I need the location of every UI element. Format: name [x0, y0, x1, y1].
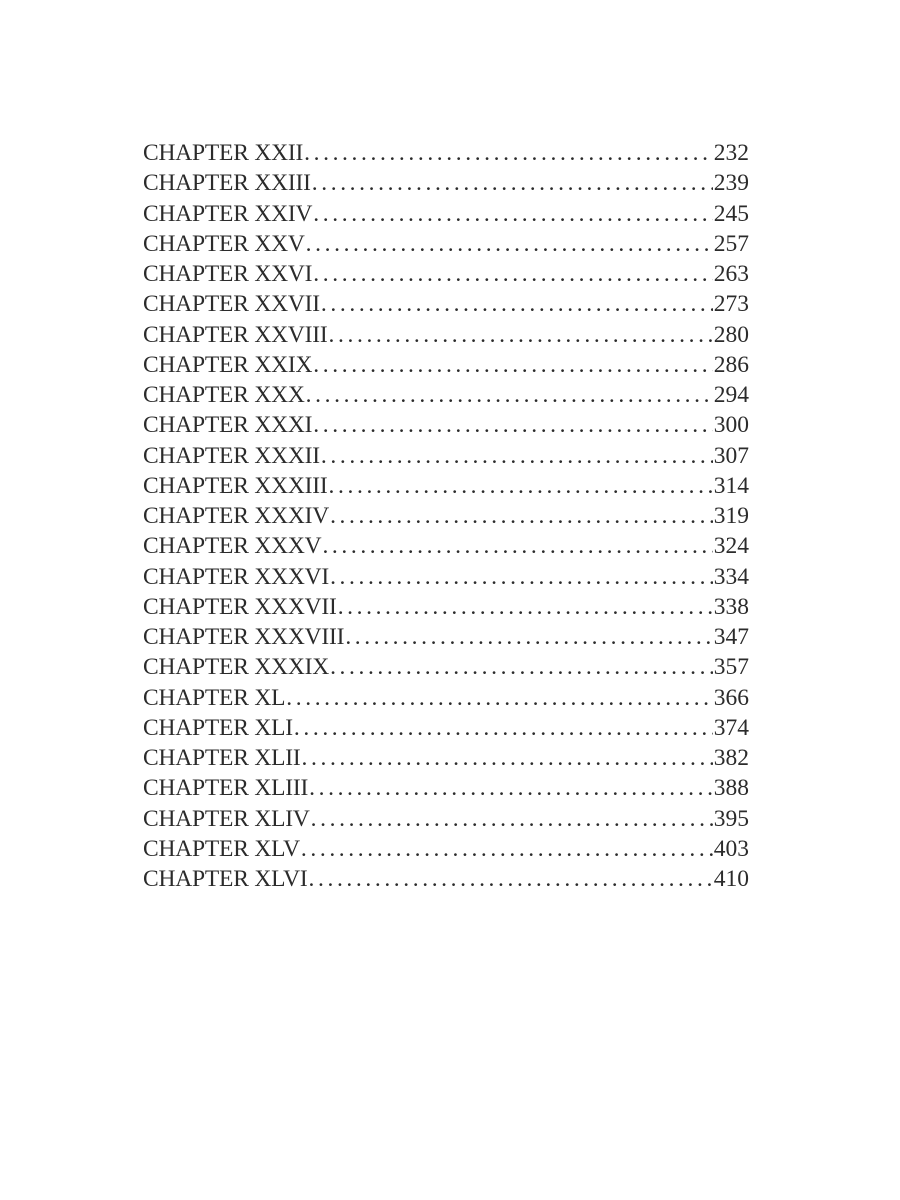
dot-leader: [328, 471, 713, 501]
chapter-title: CHAPTER XXIII: [143, 170, 311, 197]
toc-entry: [143, 380, 749, 410]
page-number: 263: [713, 261, 749, 287]
chapter-title: CHAPTER XXXVII: [143, 593, 337, 620]
chapter-title: CHAPTER XXXIII: [143, 472, 328, 499]
toc-entry: [143, 168, 749, 198]
chapter-title: CHAPTER XLVI: [143, 866, 308, 892]
page-number: 410: [713, 866, 749, 892]
dot-leader: [305, 380, 713, 410]
chapter-title: CHAPTER XL: [143, 684, 286, 711]
chapter-title: CHAPTER XXXVIII: [143, 624, 345, 650]
dot-leader: [312, 350, 712, 380]
chapter-title: CHAPTER XXXIX: [143, 654, 330, 681]
page-number: 232: [713, 140, 749, 166]
toc-entry: [143, 199, 749, 229]
dot-leader: [301, 743, 713, 773]
chapter-title: CHAPTER XXVIII: [143, 321, 328, 348]
toc-entry: [143, 683, 749, 713]
page-number: 314: [713, 472, 749, 499]
chapter-title: CHAPTER XXXV: [143, 533, 322, 560]
dot-leader: [337, 592, 713, 622]
page-number: 307: [713, 442, 749, 469]
dot-leader: [329, 562, 713, 592]
toc-entry: [143, 622, 749, 652]
chapter-title: CHAPTER XXXI: [143, 412, 313, 439]
dot-leader: [320, 289, 713, 319]
toc-entry: [143, 562, 749, 592]
chapter-title: CHAPTER XXX: [143, 382, 305, 408]
toc-entry: [143, 501, 749, 531]
chapter-title: CHAPTER XXXVI: [143, 563, 330, 590]
toc-entry: [143, 320, 749, 350]
chapter-title: CHAPTER XLI: [143, 714, 293, 741]
page-number: 338: [713, 593, 749, 620]
toc-entry: [143, 289, 749, 319]
page-number: 294: [713, 382, 749, 408]
chapter-title: CHAPTER XXV: [143, 230, 305, 257]
dot-leader: [311, 168, 713, 198]
chapter-title: CHAPTER XXIX: [143, 351, 313, 378]
toc-entry: [143, 864, 749, 894]
dot-leader: [312, 199, 712, 229]
dot-leader: [329, 652, 713, 682]
chapter-title: CHAPTER XXII: [143, 140, 304, 166]
toc-entry: [143, 259, 749, 289]
toc-entry: [143, 743, 749, 773]
chapter-title: CHAPTER XLV: [143, 835, 300, 862]
chapter-title: CHAPTER XLIV: [143, 805, 310, 832]
toc-entry: [143, 441, 749, 471]
page-number: 382: [713, 745, 749, 771]
toc-entry: [143, 229, 749, 259]
page-number: 357: [713, 654, 749, 681]
page-number: 403: [713, 835, 749, 862]
chapter-title: CHAPTER XXVI: [143, 261, 313, 287]
page-number: 245: [713, 200, 749, 227]
toc-entry: [143, 592, 749, 622]
page-number: 334: [713, 563, 749, 590]
page-number: 388: [713, 775, 749, 802]
toc-entry: [143, 350, 749, 380]
chapter-title: CHAPTER XLII: [143, 745, 301, 771]
dot-leader: [329, 501, 713, 531]
chapter-title: CHAPTER XXIV: [143, 200, 313, 227]
toc-entry: [143, 652, 749, 682]
page-number: 257: [713, 230, 749, 257]
dot-leader: [312, 410, 712, 440]
page-number: 300: [713, 412, 749, 439]
toc-entry: [143, 804, 749, 834]
page-number: 286: [713, 351, 749, 378]
table-of-contents: [143, 138, 749, 894]
chapter-title: CHAPTER XXXIV: [143, 503, 330, 529]
chapter-title: CHAPTER XXVII: [143, 291, 320, 318]
dot-leader: [308, 864, 713, 894]
toc-entry: [143, 471, 749, 501]
toc-entry: [143, 773, 749, 803]
dot-leader: [293, 713, 713, 743]
page-number: 347: [713, 624, 749, 650]
dot-leader: [328, 320, 713, 350]
page-number: 280: [713, 321, 749, 348]
page-number: 319: [713, 503, 749, 529]
dot-leader: [308, 773, 713, 803]
dot-leader: [321, 531, 712, 561]
page-number: 324: [713, 533, 749, 560]
chapter-title: CHAPTER XXXII: [143, 442, 320, 469]
toc-entry: [143, 531, 749, 561]
dot-leader: [344, 622, 712, 652]
page-number: 273: [713, 291, 749, 318]
dot-leader: [305, 229, 713, 259]
toc-entry: [143, 410, 749, 440]
toc-entry: [143, 138, 749, 168]
dot-leader: [312, 259, 712, 289]
page-number: 395: [713, 805, 749, 832]
page-number: 366: [713, 684, 749, 711]
toc-entry: [143, 713, 749, 743]
dot-leader: [300, 834, 713, 864]
chapter-title: CHAPTER XLIII: [143, 775, 309, 802]
dot-leader: [285, 683, 712, 713]
dot-leader: [303, 138, 713, 168]
dot-leader: [310, 804, 713, 834]
page-number: 374: [713, 714, 749, 741]
dot-leader: [320, 441, 713, 471]
page-number: 239: [713, 170, 749, 197]
toc-entry: [143, 834, 749, 864]
